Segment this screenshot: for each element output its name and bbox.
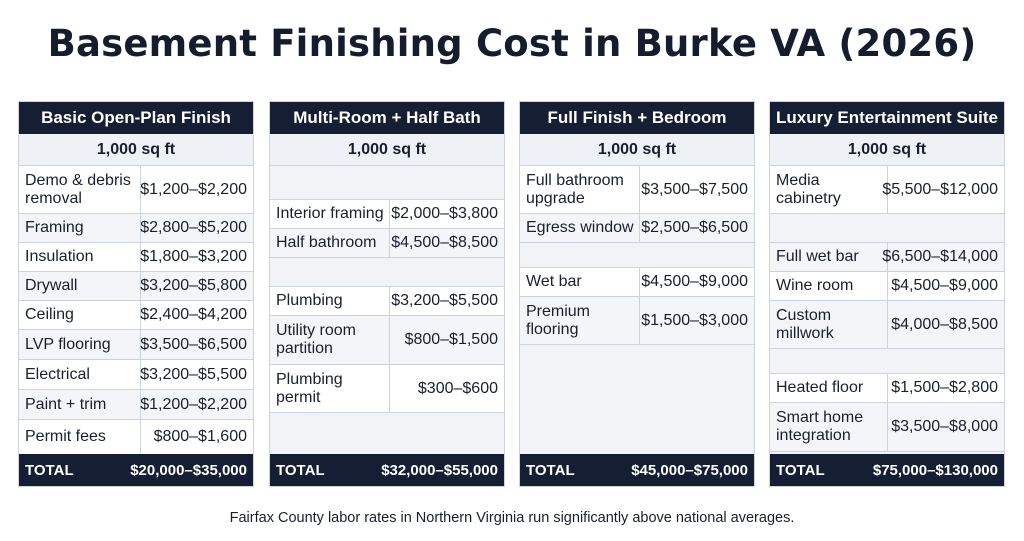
footnote: Fairfax County labor rates in Northern Virginia run significantly above national averages. bbox=[229, 510, 795, 526]
line-item-label: Smart home integration bbox=[770, 403, 888, 451]
line-item-cost: $4,500–$9,000 bbox=[891, 277, 998, 294]
line-item-label: Heated floor bbox=[770, 374, 888, 402]
table-row bbox=[270, 365, 504, 413]
table-row bbox=[520, 268, 754, 297]
line-item-label: Custom millwork bbox=[770, 301, 888, 348]
table-row bbox=[19, 301, 253, 330]
table-row bbox=[770, 374, 1004, 403]
table-header: Full Finish + Bedroom bbox=[520, 102, 754, 134]
table-row bbox=[270, 200, 504, 229]
line-item-label: Full bathroom upgrade bbox=[520, 166, 640, 213]
line-item-label: Plumbing permit bbox=[270, 365, 390, 412]
line-item-label: Ceiling bbox=[19, 301, 141, 329]
line-item-cost: $1,500–$2,800 bbox=[891, 379, 998, 396]
total-value: $32,000–$55,000 bbox=[381, 461, 498, 479]
line-item-label: Drywall bbox=[19, 272, 141, 300]
table-row bbox=[770, 166, 1004, 214]
line-item-cost: $2,000–$3,800 bbox=[391, 205, 498, 222]
blank-row bbox=[270, 413, 504, 456]
line-item-label: Paint + trim bbox=[19, 390, 141, 419]
blank-row bbox=[270, 258, 504, 287]
table-header: Basic Open-Plan Finish bbox=[19, 102, 253, 134]
table-row bbox=[19, 330, 253, 360]
total-row bbox=[770, 454, 1004, 486]
line-item-cost: $3,500–$7,500 bbox=[641, 180, 748, 198]
line-item-cost: $2,400–$4,200 bbox=[140, 306, 247, 323]
table-row bbox=[520, 166, 754, 214]
line-item-cost: $2,500–$6,500 bbox=[641, 219, 748, 236]
line-item-label: Wet bar bbox=[520, 268, 640, 296]
cost-table-2 bbox=[269, 101, 505, 487]
blank-row bbox=[770, 349, 1004, 374]
total-label: TOTAL bbox=[25, 461, 74, 479]
table-row bbox=[520, 214, 754, 243]
line-item-label: Framing bbox=[19, 214, 141, 242]
table-row bbox=[270, 287, 504, 316]
table-row bbox=[19, 272, 253, 301]
line-item-cost: $4,500–$8,500 bbox=[391, 234, 498, 251]
total-value: $45,000–$75,000 bbox=[631, 461, 748, 479]
page-title: Basement Finishing Cost in Burke VA (2026) bbox=[47, 22, 977, 65]
table-row bbox=[19, 420, 253, 455]
line-item-cost: $2,800–$5,200 bbox=[140, 219, 247, 236]
total-label: TOTAL bbox=[276, 461, 325, 479]
table-row bbox=[19, 390, 253, 420]
line-item-label: Insulation bbox=[19, 243, 141, 271]
total-value: $20,000–$35,000 bbox=[130, 461, 247, 479]
table-row bbox=[520, 297, 754, 345]
line-item-cost: $1,200–$2,200 bbox=[140, 180, 247, 198]
line-item-label: Media cabinetry bbox=[770, 166, 888, 213]
table-header: Luxury Entertainment Suite bbox=[770, 102, 1004, 134]
blank-row bbox=[770, 214, 1004, 243]
cost-table-3 bbox=[519, 101, 755, 487]
total-row bbox=[270, 454, 504, 486]
table-row bbox=[19, 214, 253, 243]
line-item-cost: $6,500–$14,000 bbox=[882, 248, 998, 265]
table-row bbox=[19, 166, 253, 214]
line-item-cost: $3,200–$5,500 bbox=[391, 292, 498, 309]
table-row bbox=[770, 403, 1004, 452]
table-row bbox=[770, 272, 1004, 301]
line-item-cost: $4,000–$8,500 bbox=[891, 315, 998, 333]
line-item-label: Egress window bbox=[520, 214, 640, 242]
line-item-cost: $800–$1,600 bbox=[153, 428, 247, 445]
square-footage: 1,000 sq ft bbox=[770, 134, 1004, 166]
line-item-cost: $4,500–$9,000 bbox=[641, 273, 748, 290]
cost-table-1 bbox=[18, 101, 254, 487]
blank-row bbox=[520, 243, 754, 268]
total-label: TOTAL bbox=[776, 461, 825, 479]
line-item-label: Full wet bar bbox=[770, 243, 888, 271]
table-row bbox=[270, 229, 504, 258]
line-item-cost: $1,800–$3,200 bbox=[140, 248, 247, 265]
table-row bbox=[19, 243, 253, 272]
cost-table-4 bbox=[769, 101, 1005, 487]
square-footage: 1,000 sq ft bbox=[270, 134, 504, 166]
blank-row bbox=[270, 166, 504, 200]
total-row bbox=[19, 454, 253, 486]
line-item-label: Half bathroom bbox=[270, 229, 390, 257]
total-label: TOTAL bbox=[526, 461, 575, 479]
table-row bbox=[770, 301, 1004, 349]
line-item-cost: $1,500–$3,000 bbox=[641, 311, 748, 329]
line-item-cost: $3,500–$6,500 bbox=[140, 335, 247, 353]
line-item-label: Wine room bbox=[770, 272, 888, 300]
table-row bbox=[770, 243, 1004, 272]
line-item-label: Plumbing bbox=[270, 287, 390, 315]
line-item-cost: $300–$600 bbox=[417, 379, 498, 397]
table-row bbox=[270, 316, 504, 365]
square-footage: 1,000 sq ft bbox=[19, 134, 253, 166]
total-row bbox=[520, 454, 754, 486]
total-value: $75,000–$130,000 bbox=[872, 461, 998, 479]
square-footage: 1,000 sq ft bbox=[520, 134, 754, 166]
line-item-label: LVP flooring bbox=[19, 330, 141, 359]
table-row bbox=[19, 360, 253, 390]
line-item-cost: $800–$1,500 bbox=[404, 331, 498, 348]
line-item-cost: $3,200–$5,500 bbox=[140, 365, 247, 383]
line-item-label: Utility room partition bbox=[270, 316, 390, 364]
line-item-cost: $3,500–$8,000 bbox=[891, 418, 998, 435]
table-header: Multi-Room + Half Bath bbox=[270, 102, 504, 134]
line-item-label: Permit fees bbox=[19, 420, 141, 454]
line-item-label: Premium flooring bbox=[520, 297, 640, 344]
line-item-cost: $1,200–$2,200 bbox=[140, 395, 247, 413]
line-item-cost: $3,200–$5,800 bbox=[140, 277, 247, 294]
line-item-cost: $5,500–$12,000 bbox=[882, 180, 998, 198]
line-item-label: Electrical bbox=[19, 360, 141, 389]
line-item-label: Interior framing bbox=[270, 200, 390, 228]
blank-row bbox=[520, 345, 754, 456]
line-item-label: Demo & debris removal bbox=[19, 166, 141, 213]
